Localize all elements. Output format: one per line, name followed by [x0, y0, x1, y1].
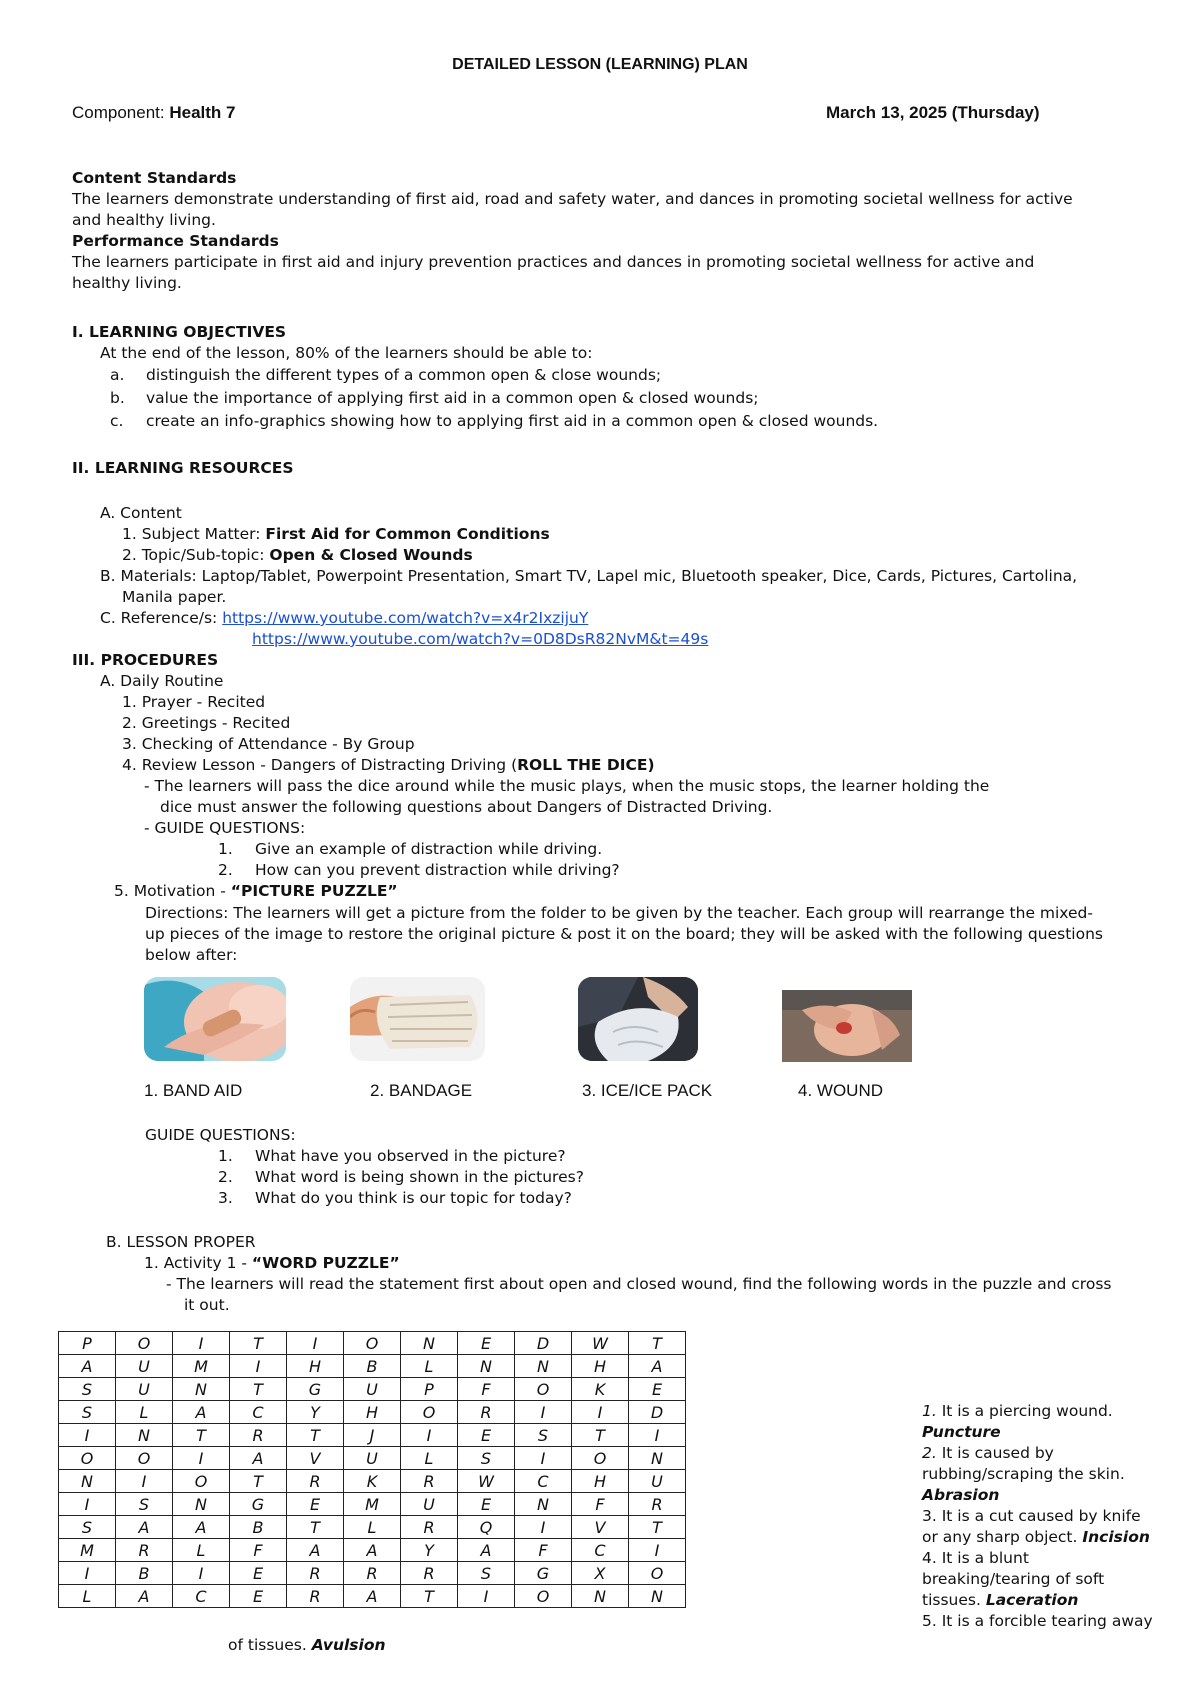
puzzle-cell[interactable]: L — [401, 1447, 458, 1470]
puzzle-cell[interactable]: U — [116, 1355, 173, 1378]
puzzle-cell[interactable]: U — [629, 1470, 686, 1493]
puzzle-cell[interactable]: R — [287, 1470, 344, 1493]
performance-standards-text-2: healthy living. — [72, 274, 182, 292]
puzzle-cell[interactable]: S — [116, 1493, 173, 1516]
puzzle-cell[interactable]: O — [344, 1332, 401, 1355]
clue-text: breaking/tearing of soft — [922, 1570, 1105, 1588]
motivation-question: What word is being shown in the pictures? — [255, 1168, 584, 1186]
puzzle-cell[interactable]: I — [173, 1332, 230, 1355]
puzzle-cell[interactable]: I — [515, 1401, 572, 1424]
motivation-question: What do you think is our topic for today? — [255, 1189, 572, 1207]
puzzle-cell[interactable]: H — [287, 1355, 344, 1378]
puzzle-cell[interactable]: O — [173, 1470, 230, 1493]
puzzle-cell[interactable]: T — [629, 1332, 686, 1355]
picture-caption: 1. BAND AID — [144, 1081, 243, 1100]
puzzle-cell[interactable]: L — [401, 1355, 458, 1378]
motivation-question: What have you observed in the picture? — [255, 1147, 566, 1165]
puzzle-cell[interactable]: A — [344, 1539, 401, 1562]
component-line — [72, 103, 236, 123]
puzzle-cell[interactable]: B — [116, 1562, 173, 1585]
puzzle-cell[interactable]: T — [572, 1424, 629, 1447]
puzzle-cell[interactable]: U — [116, 1378, 173, 1401]
puzzle-cell[interactable]: U — [344, 1378, 401, 1401]
motivation-label: 5. Motivation - — [114, 882, 231, 900]
puzzle-cell[interactable]: E — [629, 1378, 686, 1401]
procedures-heading: III. PROCEDURES — [72, 651, 219, 669]
puzzle-cell[interactable]: A — [458, 1539, 515, 1562]
clue-answer: Avulsion — [311, 1636, 386, 1654]
puzzle-cell[interactable]: E — [458, 1424, 515, 1447]
puzzle-row — [59, 1355, 686, 1378]
puzzle-cell[interactable]: A — [287, 1539, 344, 1562]
puzzle-row — [59, 1493, 686, 1516]
puzzle-cell[interactable]: I — [515, 1447, 572, 1470]
puzzle-cell[interactable]: N — [116, 1424, 173, 1447]
puzzle-cell[interactable]: H — [572, 1355, 629, 1378]
clue-text: It is caused by — [936, 1444, 1054, 1462]
puzzle-cell[interactable]: T — [287, 1424, 344, 1447]
reference-link-1[interactable]: https://www.youtube.com/watch?v=x4r2IxzijuY — [222, 609, 589, 627]
puzzle-cell[interactable]: V — [572, 1516, 629, 1539]
clue-3 — [922, 1527, 1177, 1548]
guide-questions-label: - GUIDE QUESTIONS: — [144, 819, 306, 837]
band-aid-image — [144, 977, 286, 1061]
review-description: - The learners will pass the dice around while the music plays, when the music stops, the learner holding the — [144, 777, 990, 795]
topic-label: 2. Topic/Sub-topic: — [122, 546, 270, 564]
puzzle-cell[interactable]: R — [230, 1424, 287, 1447]
review-question: How can you prevent distraction while driving? — [255, 861, 620, 879]
puzzle-cell[interactable]: F — [230, 1539, 287, 1562]
puzzle-cell[interactable]: E — [458, 1493, 515, 1516]
reference-label: C. Reference/s: — [100, 609, 223, 627]
puzzle-cell[interactable]: T — [230, 1470, 287, 1493]
puzzle-cell[interactable]: C — [230, 1401, 287, 1424]
puzzle-cell[interactable]: C — [173, 1585, 230, 1608]
puzzle-cell[interactable]: O — [59, 1447, 116, 1470]
question-marker: 2. — [218, 1168, 233, 1186]
puzzle-cell[interactable]: R — [116, 1539, 173, 1562]
picture-caption: 3. ICE/ICE PACK — [582, 1081, 713, 1100]
puzzle-cell[interactable]: R — [629, 1493, 686, 1516]
reference-line — [100, 608, 588, 629]
puzzle-cell[interactable]: W — [572, 1332, 629, 1355]
puzzle-cell[interactable]: Y — [401, 1539, 458, 1562]
puzzle-cell[interactable]: C — [572, 1539, 629, 1562]
puzzle-cell[interactable]: M — [59, 1539, 116, 1562]
puzzle-cell[interactable]: A — [173, 1401, 230, 1424]
puzzle-cell[interactable]: I — [59, 1424, 116, 1447]
motivation — [114, 881, 398, 902]
clue-1 — [922, 1401, 1177, 1422]
puzzle-row — [59, 1378, 686, 1401]
puzzle-cell[interactable]: T — [230, 1332, 287, 1355]
puzzle-cell[interactable]: L — [344, 1516, 401, 1539]
review-description-2: dice must answer the following questions about Dangers of Distracted Driving. — [160, 798, 773, 816]
objective-item: create an info-graphics showing how to applying first aid in a common open & closed wounds. — [146, 412, 879, 430]
puzzle-row — [59, 1585, 686, 1608]
objectives-intro: At the end of the lesson, 80% of the learners should be able to: — [100, 344, 593, 362]
objective-marker: b. — [110, 389, 125, 407]
clue-text: of tissues. — [228, 1636, 312, 1654]
puzzle-cell[interactable]: M — [173, 1355, 230, 1378]
review-activity: ROLL THE DICE) — [517, 756, 655, 774]
document-title: DETAILED LESSON (LEARNING) PLAN — [452, 56, 748, 73]
component-label: Component: — [72, 103, 165, 122]
puzzle-cell[interactable]: G — [230, 1493, 287, 1516]
puzzle-cell[interactable]: N — [458, 1355, 515, 1378]
puzzle-cell[interactable]: A — [59, 1355, 116, 1378]
question-marker: 1. — [218, 1147, 233, 1165]
puzzle-cell[interactable]: T — [629, 1516, 686, 1539]
resources-content: A. Content — [100, 504, 182, 522]
puzzle-cell[interactable]: U — [401, 1493, 458, 1516]
routine-attendance: 3. Checking of Attendance - By Group — [122, 735, 415, 753]
puzzle-cell[interactable]: X — [572, 1562, 629, 1585]
puzzle-cell[interactable]: P — [401, 1378, 458, 1401]
puzzle-row — [59, 1401, 686, 1424]
puzzle-cell[interactable]: A — [629, 1355, 686, 1378]
routine-greetings: 2. Greetings - Recited — [122, 714, 291, 732]
puzzle-cell[interactable]: I — [572, 1401, 629, 1424]
puzzle-cell[interactable]: I — [401, 1424, 458, 1447]
activity-1 — [144, 1253, 400, 1274]
puzzle-cell[interactable]: I — [173, 1447, 230, 1470]
ice-pack-image — [578, 977, 698, 1061]
puzzle-cell[interactable]: Y — [287, 1401, 344, 1424]
bandage-image — [350, 977, 485, 1061]
puzzle-cell[interactable]: N — [515, 1493, 572, 1516]
puzzle-cell[interactable]: N — [629, 1447, 686, 1470]
puzzle-cell[interactable]: N — [515, 1355, 572, 1378]
puzzle-cell[interactable]: L — [59, 1585, 116, 1608]
puzzle-cell[interactable]: N — [572, 1585, 629, 1608]
puzzle-row — [59, 1562, 686, 1585]
puzzle-cell[interactable]: W — [458, 1470, 515, 1493]
puzzle-row — [59, 1447, 686, 1470]
word-puzzle-grid — [58, 1331, 686, 1608]
lesson-proper: B. LESSON PROPER — [106, 1233, 256, 1251]
puzzle-cell[interactable]: O — [116, 1332, 173, 1355]
puzzle-cell[interactable]: A — [230, 1447, 287, 1470]
puzzle-cell[interactable]: H — [344, 1401, 401, 1424]
puzzle-cell[interactable]: S — [458, 1447, 515, 1470]
materials-line: B. Materials: Laptop/Tablet, Powerpoint Presentation, Smart TV, Lapel mic, Bluetooth speaker, Dice, Cards, Pictures, Cartolina, — [100, 567, 1078, 585]
puzzle-cell[interactable]: I — [116, 1470, 173, 1493]
puzzle-cell[interactable]: N — [173, 1378, 230, 1401]
puzzle-row — [59, 1424, 686, 1447]
puzzle-cell[interactable]: V — [287, 1447, 344, 1470]
puzzle-cell[interactable]: M — [344, 1493, 401, 1516]
puzzle-cell[interactable]: I — [458, 1585, 515, 1608]
motivation-directions-3: below after: — [145, 946, 238, 964]
clue-text: It is a piercing wound. — [936, 1402, 1113, 1420]
puzzle-clues — [922, 1401, 1177, 1632]
performance-standards-text: The learners participate in first aid and injury prevention practices and dances in promoting societal wellness for active and — [72, 253, 1035, 271]
puzzle-cell[interactable]: L — [116, 1401, 173, 1424]
puzzle-cell[interactable]: R — [401, 1562, 458, 1585]
objective-marker: a. — [110, 366, 125, 384]
puzzle-cell[interactable]: D — [629, 1401, 686, 1424]
puzzle-cell[interactable]: O — [401, 1401, 458, 1424]
puzzle-cell[interactable]: T — [173, 1424, 230, 1447]
puzzle-cell[interactable]: F — [515, 1539, 572, 1562]
puzzle-cell[interactable]: I — [515, 1516, 572, 1539]
puzzle-cell[interactable]: E — [458, 1332, 515, 1355]
puzzle-cell[interactable]: I — [230, 1355, 287, 1378]
puzzle-cell[interactable]: O — [515, 1585, 572, 1608]
puzzle-cell[interactable]: T — [287, 1516, 344, 1539]
clue-answer: Puncture — [922, 1423, 1001, 1441]
puzzle-row — [59, 1332, 686, 1355]
puzzle-cell[interactable]: I — [59, 1562, 116, 1585]
puzzle-cell[interactable]: U — [344, 1447, 401, 1470]
clue-answer: Incision — [1082, 1528, 1150, 1546]
topic-value: Open & Closed Wounds — [269, 546, 473, 564]
puzzle-cell[interactable]: S — [59, 1378, 116, 1401]
puzzle-cell[interactable]: C — [515, 1470, 572, 1493]
activity-name: “WORD PUZZLE” — [251, 1254, 400, 1272]
puzzle-cell[interactable]: B — [230, 1516, 287, 1539]
clue-text: 4. It is a blunt — [922, 1549, 1029, 1567]
puzzle-cell[interactable]: R — [344, 1562, 401, 1585]
reference-link-2[interactable]: https://www.youtube.com/watch?v=0D8DsR82NvM&t=49s — [252, 630, 709, 648]
motivation-directions-2: up pieces of the image to restore the original picture & post it on the board; they will be asked with the following questions — [145, 925, 1103, 943]
puzzle-cell[interactable]: N — [173, 1493, 230, 1516]
puzzle-row — [59, 1470, 686, 1493]
puzzle-cell[interactable]: I — [629, 1539, 686, 1562]
question-marker: 3. — [218, 1189, 233, 1207]
puzzle-cell[interactable]: S — [515, 1424, 572, 1447]
clue-text: 5. It is a forcible tearing away — [922, 1612, 1153, 1630]
puzzle-cell[interactable]: O — [515, 1378, 572, 1401]
activity-description: - The learners will read the statement first about open and closed wound, find the following words in the puzzle and cross — [166, 1275, 1112, 1293]
objective-item: value the importance of applying first aid in a common open & closed wounds; — [146, 389, 759, 407]
puzzle-cell[interactable]: J — [344, 1424, 401, 1447]
puzzle-cell[interactable]: P — [59, 1332, 116, 1355]
topic-line — [122, 545, 473, 566]
review-lesson-label: 4. Review Lesson - Dangers of Distracting Driving ( — [122, 756, 518, 774]
puzzle-cell[interactable]: S — [59, 1516, 116, 1539]
puzzle-cell[interactable]: F — [458, 1378, 515, 1401]
clue-number: 2. — [922, 1444, 937, 1462]
wound-picture — [782, 990, 912, 1062]
puzzle-cell[interactable]: R — [287, 1585, 344, 1608]
puzzle-cell[interactable]: R — [401, 1470, 458, 1493]
motivation-directions: Directions: The learners will get a picture from the folder to be given by the teacher. Each group will rearrange the mixed- — [145, 904, 1093, 922]
puzzle-cell[interactable]: H — [572, 1470, 629, 1493]
clue-answer: Abrasion — [922, 1486, 1000, 1504]
picture-caption: 2. BANDAGE — [370, 1081, 473, 1100]
puzzle-cell[interactable]: O — [572, 1447, 629, 1470]
puzzle-cell[interactable]: I — [59, 1493, 116, 1516]
puzzle-cell[interactable]: G — [287, 1378, 344, 1401]
puzzle-cell[interactable]: L — [173, 1539, 230, 1562]
puzzle-cell[interactable]: O — [629, 1562, 686, 1585]
routine-prayer: 1. Prayer - Recited — [122, 693, 266, 711]
clue-4 — [922, 1590, 1177, 1611]
subject-matter-line — [122, 524, 550, 545]
clue-2 — [922, 1443, 1177, 1464]
activity-description-2: it out. — [184, 1296, 230, 1314]
content-standards-text-2: and healthy living. — [72, 211, 216, 229]
guide-questions-label-2: GUIDE QUESTIONS: — [145, 1126, 296, 1144]
puzzle-cell[interactable]: R — [401, 1516, 458, 1539]
review-question: Give an example of distraction while driving. — [255, 840, 603, 858]
clue-text: 3. It is a cut caused by knife — [922, 1507, 1141, 1525]
puzzle-cell[interactable]: E — [230, 1585, 287, 1608]
ice-pack-picture — [578, 977, 698, 1061]
subject-matter-value: First Aid for Common Conditions — [265, 525, 550, 543]
puzzle-cell[interactable]: N — [401, 1332, 458, 1355]
clue-answer: Laceration — [985, 1591, 1079, 1609]
puzzle-cell[interactable]: I — [173, 1562, 230, 1585]
activity-label: 1. Activity 1 - — [144, 1254, 252, 1272]
puzzle-cell[interactable]: T — [230, 1378, 287, 1401]
puzzle-cell[interactable]: S — [59, 1401, 116, 1424]
puzzle-cell[interactable]: K — [572, 1378, 629, 1401]
puzzle-cell[interactable]: D — [515, 1332, 572, 1355]
daily-routine: A. Daily Routine — [100, 672, 224, 690]
puzzle-cell[interactable]: S — [458, 1562, 515, 1585]
puzzle-row — [59, 1539, 686, 1562]
puzzle-cell[interactable]: N — [59, 1470, 116, 1493]
puzzle-row — [59, 1516, 686, 1539]
puzzle-cell[interactable]: G — [515, 1562, 572, 1585]
puzzle-cell[interactable]: A — [116, 1516, 173, 1539]
performance-standards-heading: Performance Standards — [72, 232, 279, 250]
clue-5-continued — [228, 1635, 386, 1656]
picture-caption: 4. WOUND — [798, 1081, 883, 1100]
puzzle-cell[interactable]: N — [629, 1585, 686, 1608]
objective-marker: c. — [110, 412, 124, 430]
review-lesson — [122, 755, 655, 776]
puzzle-cell[interactable]: T — [401, 1585, 458, 1608]
puzzle-cell[interactable]: K — [344, 1470, 401, 1493]
motivation-activity: “PICTURE PUZZLE” — [230, 882, 398, 900]
puzzle-cell[interactable]: A — [116, 1585, 173, 1608]
puzzle-cell[interactable]: F — [572, 1493, 629, 1516]
puzzle-cell[interactable]: Q — [458, 1516, 515, 1539]
objective-item: distinguish the different types of a common open & close wounds; — [146, 366, 662, 384]
resources-heading: II. LEARNING RESOURCES — [72, 459, 294, 477]
clue-text: rubbing/scraping the skin. — [922, 1465, 1125, 1483]
band-aid-picture — [144, 977, 286, 1061]
puzzle-cell[interactable]: E — [287, 1493, 344, 1516]
puzzle-cell[interactable]: O — [116, 1447, 173, 1470]
puzzle-cell[interactable]: A — [173, 1516, 230, 1539]
puzzle-cell[interactable]: R — [458, 1401, 515, 1424]
content-standards-heading: Content Standards — [72, 169, 237, 187]
question-marker: 1. — [218, 840, 233, 858]
subject-matter-label: 1. Subject Matter: — [122, 525, 266, 543]
puzzle-cell[interactable]: R — [287, 1562, 344, 1585]
puzzle-cell[interactable]: I — [287, 1332, 344, 1355]
materials-line-2: Manila paper. — [122, 588, 227, 606]
puzzle-cell[interactable]: E — [230, 1562, 287, 1585]
puzzle-cell[interactable]: B — [344, 1355, 401, 1378]
clue-number: 1. — [922, 1402, 937, 1420]
puzzle-cell[interactable]: A — [344, 1585, 401, 1608]
objectives-heading: I. LEARNING OBJECTIVES — [72, 323, 287, 341]
bandage-picture — [350, 977, 485, 1061]
puzzle-cell[interactable]: I — [629, 1424, 686, 1447]
content-standards-text: The learners demonstrate understanding of first aid, road and safety water, and dances in promoting societal wellness for active — [72, 190, 1073, 208]
wound-image — [782, 990, 912, 1062]
clue-text: tissues. — [922, 1591, 986, 1609]
question-marker: 2. — [218, 861, 233, 879]
clue-text: or any sharp object. — [922, 1528, 1083, 1546]
lesson-date: March 13, 2025 (Thursday) — [826, 103, 1040, 122]
component-value: Health 7 — [169, 103, 236, 122]
